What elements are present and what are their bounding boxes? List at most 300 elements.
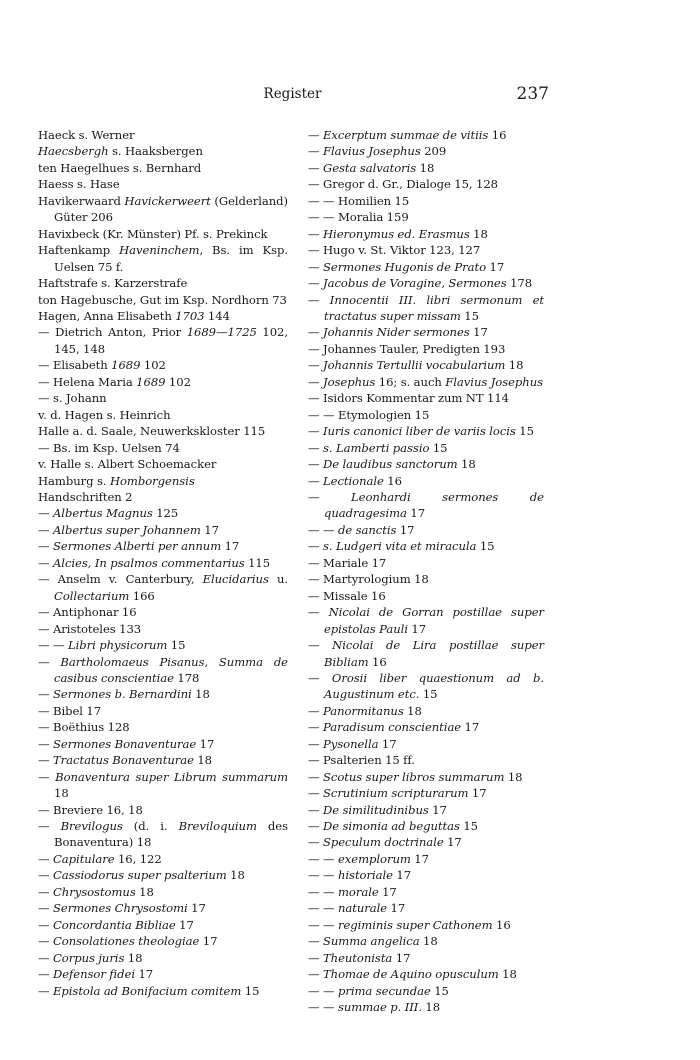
- index-entry-text: — — Etymologien 15: [308, 407, 430, 422]
- index-entry-italic-text: Flavius Josephus: [322, 144, 421, 159]
- index-entry-text: 18: [457, 457, 476, 472]
- index-entry-italic-text: 1689—1725: [186, 325, 257, 340]
- index-entry-text: 17: [443, 835, 462, 850]
- index-entry: [308, 950, 544, 966]
- index-entry: [308, 538, 544, 554]
- index-entry: [308, 226, 544, 242]
- index-entry-italic-text: summae p. III.: [337, 1000, 422, 1015]
- index-entry-text: —: [308, 374, 323, 389]
- index-entry-text: — s. Johann: [38, 391, 107, 406]
- index-entry-text: 18: [505, 358, 524, 373]
- index-entry-italic-text: Innocentii III. libri sermonum et tractatus super missam: [324, 292, 545, 323]
- index-entry-italic-text: Lectionale: [322, 473, 384, 488]
- index-entry: [38, 127, 288, 143]
- index-entry-text: —: [308, 605, 329, 620]
- index-entry-text: 18: [419, 934, 438, 949]
- index-entry-text: Haftstrafe s. Karzerstrafe: [38, 276, 188, 291]
- index-entry: [308, 143, 544, 159]
- index-entry-text: (Gelderland) Güter 206: [54, 193, 288, 225]
- index-entry: [38, 242, 288, 275]
- index-entry: [38, 473, 288, 489]
- index-entry-text: — —: [308, 851, 338, 866]
- index-entry-italic-text: Theutonista: [322, 950, 393, 965]
- index-entry-text: , Bs. im Ksp. Uelsen 75 f.: [54, 243, 288, 274]
- index-entry-text: 18: [191, 687, 210, 702]
- index-entry-text: 166: [129, 588, 155, 603]
- index-entry: [308, 917, 544, 933]
- index-entry-italic-text: prima secundae: [337, 983, 431, 998]
- index-entry-text: —: [308, 819, 323, 834]
- index-entry-text: Halle a. d. Saale, Neuwerkskloster 115: [38, 424, 266, 439]
- index-entry-text: — Breviere 16, 18: [38, 802, 143, 817]
- index-entry: [308, 703, 544, 719]
- index-entry-text: 17: [396, 522, 415, 537]
- index-entry: [308, 555, 544, 571]
- index-entry-italic-text: Epistola ad Bonifacium comitem: [52, 983, 242, 998]
- index-entry-text: 18: [54, 786, 69, 801]
- index-entry-text: —: [308, 276, 323, 291]
- index-entry-text: — — Moralia 159: [308, 210, 409, 225]
- index-entry-text: —: [38, 917, 53, 932]
- index-entry-text: Havikerwaard: [38, 193, 125, 208]
- index-entry: [38, 456, 288, 472]
- index-entry-text: — Missale 16: [308, 588, 386, 603]
- index-entry-text: 16: [488, 128, 507, 142]
- index-entry-text: —: [308, 835, 323, 850]
- index-entry-italic-text: 1703: [175, 308, 205, 323]
- index-entry: [308, 851, 544, 867]
- index-entry-italic-text: Gesta salvatoris: [322, 160, 417, 175]
- index-entry-text: —: [38, 851, 53, 866]
- index-entry-text: 16: [383, 473, 402, 488]
- index-entry-italic-text: Albertus super Johannem: [52, 522, 201, 537]
- index-entry: [38, 489, 288, 505]
- index-entry: [38, 423, 288, 439]
- index-entry-italic-text: Collectarium: [54, 588, 130, 603]
- index-entry: [308, 867, 544, 883]
- index-entry-italic-text: 1689: [111, 358, 141, 373]
- index-entry: [38, 374, 288, 390]
- index-entry-text: —: [308, 786, 323, 801]
- index-entry-text: 115: [244, 555, 271, 570]
- index-entry: [308, 769, 544, 785]
- index-entry-text: — Helena Maria: [38, 374, 137, 389]
- index-entry-text: 17: [135, 967, 154, 982]
- index-entry-italic-text: Johannis Nider sermones: [322, 325, 470, 340]
- index-entry-italic-text: historiale: [337, 868, 393, 883]
- index-entry-italic-text: De simonia ad beguttas: [322, 819, 460, 834]
- index-entry-italic-text: De laudibus sanctorum: [322, 457, 458, 472]
- index-entry-italic-text: Tractatus Bonaventurae: [52, 753, 194, 768]
- index-entry-text: 102, 145, 148: [54, 325, 288, 356]
- index-entry-italic-text: Speculum doctrinale: [322, 835, 444, 850]
- index-entry-text: — Anselm v. Canterbury,: [38, 572, 203, 587]
- index-entry-text: 17: [410, 851, 429, 866]
- index-entry-italic-text: Hieronymus ed. Erasmus: [322, 226, 470, 241]
- index-entry-italic-text: Sermones Chrysostomi: [52, 901, 188, 916]
- index-entry-text: — —: [308, 901, 338, 916]
- index-entry-text: 17: [486, 259, 505, 274]
- index-entry: [308, 374, 544, 390]
- index-entry-text: —: [308, 440, 323, 455]
- index-entry: [308, 571, 544, 587]
- index-entry-text: —: [38, 967, 53, 982]
- index-entry: [308, 209, 544, 225]
- index-entry-text: 17: [406, 506, 426, 521]
- index-entry-italic-text: Haecsbergh: [38, 144, 109, 159]
- index-entry-text: —: [308, 160, 323, 175]
- index-entry: [308, 983, 544, 999]
- index-entry-text: —: [308, 703, 323, 718]
- index-entry-text: Handschriften 2: [38, 489, 133, 504]
- index-entry-text: —: [38, 654, 61, 669]
- index-entry: [38, 719, 288, 735]
- index-entry-text: 17: [392, 950, 411, 965]
- index-entry: [308, 275, 544, 291]
- index-entry-text: — Elisabeth: [38, 358, 112, 373]
- index-entry-italic-text: Sermones Bonaventurae: [52, 736, 197, 751]
- index-entry-text: 15: [429, 440, 448, 455]
- index-entry-text: 15: [515, 424, 534, 439]
- index-entry-text: 17: [187, 901, 206, 916]
- index-entry-italic-text: Thomae de Aquino opusculum: [322, 967, 499, 982]
- index-entry-italic-text: Flavius Josephus: [445, 374, 544, 389]
- index-entry-text: 125: [152, 506, 179, 521]
- index-entry: [38, 752, 288, 768]
- index-entry: [308, 785, 544, 801]
- index-entry-text: Havixbeck (Kr. Münster) Pf. s. Prekinck: [38, 226, 268, 241]
- index-entry-italic-text: Brevilogus: [60, 819, 123, 834]
- index-entry-text: 15: [241, 983, 260, 998]
- index-entry: [38, 884, 288, 900]
- index-entry-italic-text: exemplorum: [337, 851, 411, 866]
- index-entry-text: —: [308, 128, 323, 142]
- index-entry-italic-text: Josephus: [322, 374, 376, 389]
- index-entry: [38, 900, 288, 916]
- index-entry-text: —: [308, 967, 323, 982]
- index-entry: [308, 604, 544, 637]
- index-entry-text: — Gregor d. Gr., Dialoge 15, 128: [308, 177, 498, 192]
- index-entry-text: 102: [140, 358, 166, 373]
- index-entry-italic-text: Alcies, In psalmos commentarius: [52, 555, 245, 570]
- index-entry-italic-text: Nicolai de Gorran postillae super epistolas Pauli: [324, 605, 544, 636]
- index-entry-text: 15: [419, 687, 438, 702]
- index-entry: [308, 802, 544, 818]
- index-entry-text: —: [308, 736, 323, 751]
- index-entry-text: —: [38, 555, 53, 570]
- index-entry-text: —: [38, 934, 53, 949]
- index-entry-text: 17: [392, 868, 412, 883]
- index-entry: [308, 440, 544, 456]
- index-entry-text: — —: [308, 522, 338, 537]
- index-entry-text: —: [38, 868, 53, 883]
- index-entry-text: 18: [504, 769, 523, 784]
- index-column-right: [308, 127, 544, 1015]
- index-entry-italic-text: Defensor fidei: [52, 967, 136, 982]
- index-entry-text: u.: [268, 572, 288, 587]
- index-entry-text: — —: [308, 983, 338, 998]
- index-entry-text: ten Haegelhues s. Bernhard: [38, 160, 202, 175]
- index-entry-text: —: [308, 950, 323, 965]
- index-entry: [38, 950, 288, 966]
- index-entry-italic-text: Panormitanus: [322, 703, 404, 718]
- index-entry-italic-text: Elucidarius: [202, 572, 269, 587]
- index-entry-text: ton Hagebusche, Gut im Ksp. Nordhorn 73: [38, 292, 287, 307]
- index-column-left: [38, 127, 288, 999]
- index-entry-italic-text: De similitudinibus: [322, 802, 429, 817]
- index-entry-text: 17: [428, 802, 447, 817]
- index-entry-text: — Dietrich Anton, Prior: [38, 325, 187, 340]
- index-entry-text: —: [308, 144, 323, 159]
- index-entry: [38, 324, 288, 357]
- index-entry-text: 17: [378, 884, 397, 899]
- index-entry-italic-text: Capitulare: [52, 851, 115, 866]
- index-entry-text: 15: [476, 539, 495, 554]
- index-entry: [38, 621, 288, 637]
- index-entry-text: 17: [199, 934, 218, 949]
- index-entry-italic-text: Leonhardi sermones de quadragesima: [324, 489, 544, 521]
- index-entry-text: —: [308, 934, 323, 949]
- index-entry-italic-text: regiminis super Cathonem: [337, 917, 493, 932]
- index-entry-text: — Bibel 17: [38, 703, 102, 718]
- index-entry-text: —: [308, 638, 333, 653]
- index-entry-text: — — Homilien 15: [308, 193, 410, 208]
- index-entry-text: Hamburg s.: [38, 473, 110, 488]
- index-entry-text: — Antiphonar 16: [38, 605, 137, 620]
- index-entry: [308, 407, 544, 423]
- index-entry-text: 17: [387, 901, 406, 916]
- index-entry: [38, 867, 288, 883]
- index-entry-text: 17: [196, 736, 215, 751]
- index-entry-text: — Hugo v. St. Viktor 123, 127: [308, 243, 481, 258]
- index-entry-text: —: [38, 983, 53, 998]
- index-entry-text: 18: [469, 226, 488, 241]
- index-entry: [308, 933, 544, 949]
- index-entry: [38, 555, 288, 571]
- index-entry: [38, 851, 288, 867]
- index-entry-text: —: [308, 358, 323, 373]
- index-entry-italic-text: Sermones b. Bernardini: [52, 687, 192, 702]
- index-entry: [308, 818, 544, 834]
- index-entry-text: — Bs. im Ksp. Uelsen 74: [38, 440, 180, 455]
- index-entry: [38, 933, 288, 949]
- index-entry-text: 178: [506, 276, 533, 291]
- index-entry-italic-text: s. Ludgeri vita et miracula: [322, 539, 477, 554]
- index-entry-text: 16; s. auch: [375, 374, 446, 389]
- index-entry-text: —: [38, 901, 53, 916]
- index-entry-text: 17: [378, 736, 397, 751]
- index-entry-text: 18: [135, 884, 154, 899]
- index-entry: [38, 604, 288, 620]
- index-entry-text: — Mariale 17: [308, 555, 387, 570]
- index-entry: [38, 292, 288, 308]
- index-entry-italic-text: s. Lamberti passio: [322, 440, 430, 455]
- index-entry-text: — —: [38, 638, 68, 653]
- index-entry: [308, 637, 544, 670]
- index-entry: [308, 341, 544, 357]
- index-entry-text: —: [308, 292, 330, 307]
- index-entry-text: v. d. Hagen s. Heinrich: [38, 407, 171, 422]
- index-entry: [308, 456, 544, 472]
- index-entry: [38, 226, 288, 242]
- index-entry-text: v. Halle s. Albert Schoemacker: [38, 457, 217, 472]
- index-entry: [308, 324, 544, 340]
- index-entry-italic-text: Paradisum conscientiae: [322, 720, 462, 735]
- index-entry-text: 18: [498, 967, 517, 982]
- index-entry-italic-text: Consolationes theologiae: [52, 934, 200, 949]
- index-entry: [38, 769, 288, 802]
- index-entry-italic-text: Bartholomaeus Pisanus, Summa de casibus conscientiae: [54, 654, 288, 685]
- index-entry: [38, 522, 288, 538]
- index-entry-text: —: [38, 753, 53, 768]
- index-entry-text: des Bonaventura) 18: [54, 819, 288, 850]
- index-entry-text: 18: [226, 868, 245, 883]
- index-entry-text: 15: [459, 819, 478, 834]
- index-entry: [38, 275, 288, 291]
- index-entry-text: Haeck s. Werner: [38, 128, 135, 142]
- index-entry-text: 17: [469, 325, 488, 340]
- index-entry-text: 18: [403, 703, 422, 718]
- index-entry: [38, 538, 288, 554]
- index-entry: [38, 736, 288, 752]
- index-entry-italic-text: Sermones Hugonis de Prato: [322, 259, 487, 274]
- index-entry: [38, 440, 288, 456]
- index-entry: [38, 571, 288, 604]
- index-entry-text: — —: [308, 868, 338, 883]
- index-entry-text: —: [308, 259, 323, 274]
- index-entry-text: —: [38, 736, 53, 751]
- index-entry-text: —: [38, 687, 53, 702]
- index-entry: [308, 966, 544, 982]
- index-entry-text: 102: [165, 374, 191, 389]
- index-entry: [38, 407, 288, 423]
- index-entry-italic-text: Iuris canonici liber de variis locis: [322, 424, 516, 439]
- index-entry: [38, 357, 288, 373]
- index-entry-text: —: [308, 226, 323, 241]
- index-entry-text: —: [308, 473, 323, 488]
- index-entry-italic-text: Johannis Tertullii vocabularium: [322, 358, 506, 373]
- index-entry-text: 144: [204, 308, 230, 323]
- index-entry: [308, 489, 544, 522]
- index-entry-italic-text: Haveninchem: [119, 243, 200, 258]
- index-entry-text: — Martyrologium 18: [308, 572, 429, 587]
- index-entry: [308, 160, 544, 176]
- index-entry: [38, 966, 288, 982]
- page-number: 237: [516, 84, 549, 104]
- index-entry-italic-text: Scrutinium scripturarum: [322, 786, 469, 801]
- index-entry-text: —: [38, 950, 53, 965]
- index-entry-italic-text: morale: [337, 884, 379, 899]
- index-entry: [38, 390, 288, 406]
- index-entry-text: — Boëthius 128: [38, 720, 130, 735]
- index-entry: [38, 703, 288, 719]
- index-entry-italic-text: Excerptum summae de vitiis: [322, 128, 489, 142]
- index-entry-text: — —: [308, 1000, 338, 1015]
- index-entry-italic-text: Havickerweert: [124, 193, 211, 208]
- index-entry-text: — Isidors Kommentar zum NT 114: [308, 391, 509, 406]
- index-entry-text: Haftenkamp: [38, 243, 120, 258]
- index-entry: [308, 127, 544, 143]
- index-entry: [38, 160, 288, 176]
- index-entry: [308, 900, 544, 916]
- index-entry-text: —: [38, 506, 53, 521]
- index-entry-text: 16, 122: [114, 851, 162, 866]
- index-entry-text: 18: [416, 160, 435, 175]
- index-entry-text: —: [38, 769, 56, 784]
- index-entry: [308, 999, 544, 1015]
- index-entry-text: —: [38, 884, 53, 899]
- index-entry: [308, 522, 544, 538]
- index-entry: [308, 292, 544, 325]
- index-entry-italic-text: Pysonella: [322, 736, 379, 751]
- index-entry: [308, 588, 544, 604]
- index-entry-text: 17: [175, 917, 194, 932]
- index-entry-text: 15: [167, 638, 186, 653]
- index-entry: [38, 193, 288, 226]
- index-entry-italic-text: Scotus super libros summarum: [322, 769, 505, 784]
- index-entry: [308, 357, 544, 373]
- index-entry: [308, 719, 544, 735]
- index-entry: [308, 259, 544, 275]
- index-entry-italic-text: Chrysostomus: [52, 884, 136, 899]
- index-entry: [38, 802, 288, 818]
- index-entry-text: 178: [173, 670, 200, 685]
- index-entry-text: 16: [368, 654, 387, 669]
- index-entry: [308, 752, 544, 768]
- index-entry-text: 18: [193, 753, 212, 768]
- index-entry-text: —: [308, 769, 323, 784]
- index-entry: [38, 308, 288, 324]
- index-entry-text: 18: [124, 950, 143, 965]
- index-entry-text: 18: [421, 1000, 441, 1015]
- index-entry: [308, 670, 544, 703]
- index-entry: [38, 686, 288, 702]
- index-entry-text: —: [308, 802, 323, 817]
- index-entry-text: 17: [461, 720, 480, 735]
- index-entry-italic-text: Orosii liber quaestionum ad b. Augustinum etc.: [324, 670, 544, 702]
- index-entry-text: — Johannes Tauler, Predigten 193: [308, 341, 506, 356]
- index-entry-text: —: [38, 819, 61, 834]
- index-entry-italic-text: Summa angelica: [322, 934, 420, 949]
- index-entry-text: —: [308, 457, 323, 472]
- index-entry: [308, 473, 544, 489]
- index-entry-text: —: [308, 670, 332, 685]
- index-entry-text: Haess s. Hase: [38, 177, 120, 192]
- index-entry-italic-text: naturale: [337, 901, 388, 916]
- index-entry-italic-text: Sermones Alberti per annum: [52, 539, 222, 554]
- index-entry-text: —: [38, 522, 53, 537]
- index-entry-italic-text: Cassiodorus super psalterium: [52, 868, 227, 883]
- index-entry-text: — Aristoteles 133: [38, 621, 142, 636]
- index-entry-text: (d. i.: [122, 819, 179, 834]
- index-entry-text: — —: [308, 884, 338, 899]
- index-entry-text: 17: [468, 786, 487, 801]
- index-entry-text: — Psalterien 15 ff.: [308, 753, 415, 768]
- index-entry-italic-text: Nicolai de Lira postillae super Bibliam: [324, 638, 545, 669]
- index-entry-italic-text: Concordantia Bibliae: [52, 917, 176, 932]
- index-entry: [308, 176, 544, 192]
- index-entry-italic-text: Corpus juris: [52, 950, 125, 965]
- index-entry: [38, 917, 288, 933]
- index-entry: [308, 884, 544, 900]
- index-entry: [38, 505, 288, 521]
- index-entry-text: —: [308, 325, 323, 340]
- index-entry: [308, 736, 544, 752]
- index-entry-text: — —: [308, 917, 338, 932]
- index-entry-text: 16: [492, 917, 511, 932]
- index-entry-text: s. Haaksbergen: [108, 144, 203, 159]
- running-header-title: Register: [263, 86, 322, 102]
